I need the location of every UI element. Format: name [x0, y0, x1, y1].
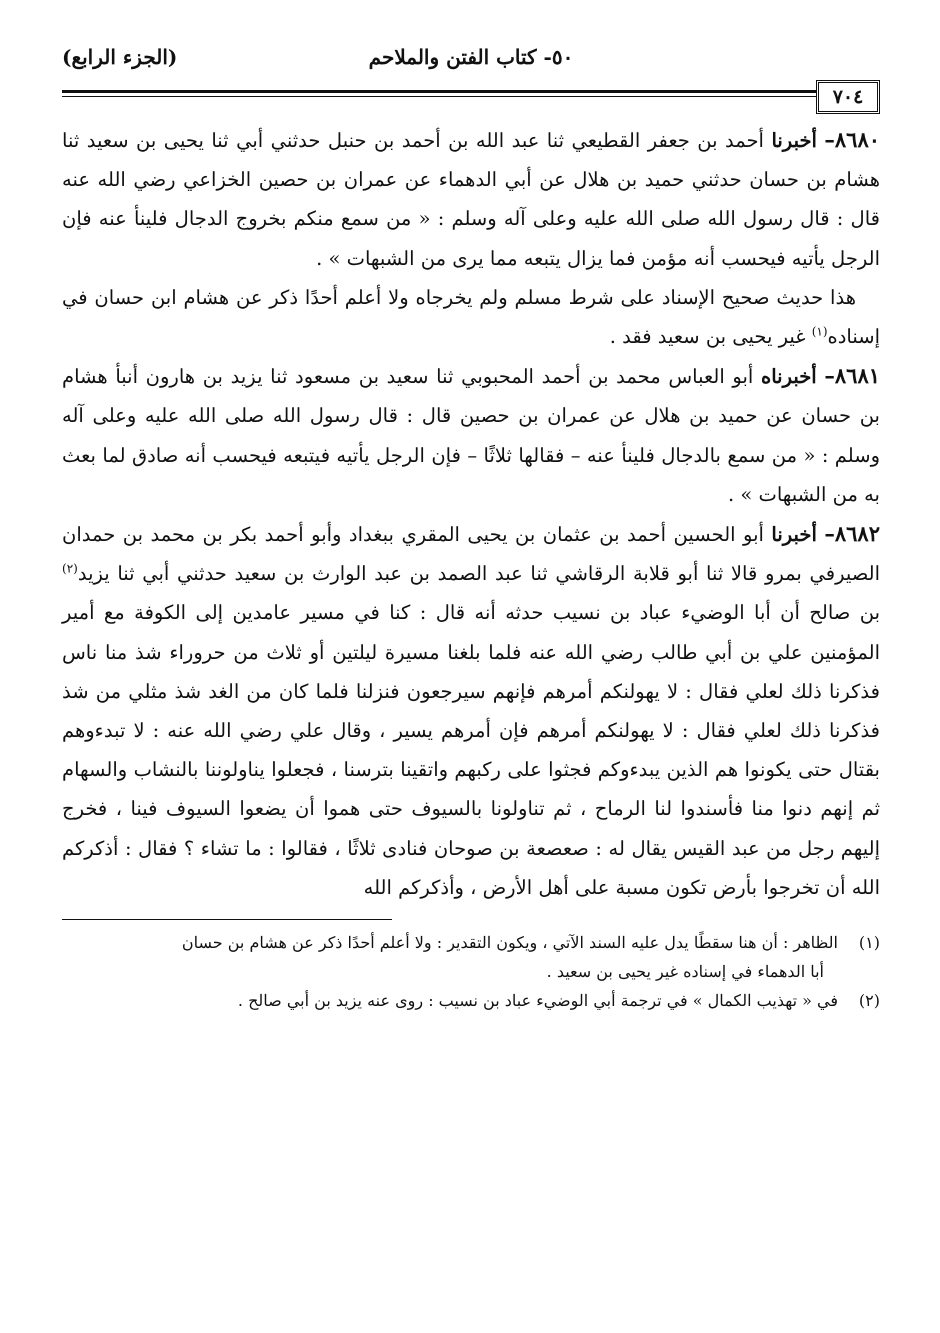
- hadith-keyword: أخبرنا: [771, 129, 817, 152]
- hadith-8681: [62, 356, 880, 514]
- hadith-8682: [62, 514, 880, 907]
- commentary-8680: [62, 278, 880, 356]
- footnote-1: [62, 928, 880, 986]
- footnote-ref-2[interactable]: (٢): [62, 561, 78, 576]
- footnote-separator: [62, 919, 392, 920]
- footnote-ref-1[interactable]: (١): [811, 324, 828, 339]
- book-title: ٥٠- كتاب الفتن والملاحم: [368, 45, 574, 69]
- hadith-number: ٨٦٨٠–: [824, 127, 881, 152]
- hadith-keyword: أخبرنا: [771, 523, 817, 547]
- header-rule-thick: [62, 90, 880, 93]
- volume-part: (الجزء الرابع): [62, 45, 178, 69]
- running-header: [62, 36, 880, 80]
- footnotes: [62, 928, 880, 1015]
- hadith-text: أبو العباس محمد بن أحمد المحبوبي ثنا سعيد بن مسعود ثنا يزيد بن هارون أنبأ هشام بن حسان عن حميد بن هلال عن عمران بن حصين قال : قال رسول الله صلى الله عليه وعلى آله وسلم : « من سمع بالدجال فلينأ عنه – فقالها ثلاثًا – فإن الرجل يأتيه فيتبعه فيحسب أنه صادق لما بعث به من الشبهات » .: [62, 365, 880, 506]
- main-text: [62, 120, 880, 907]
- hadith-number: ٨٦٨٢–: [824, 521, 880, 547]
- footnote-text-cont: أبا الدهماء في إسناده غير يحيى بن سعيد .: [546, 962, 824, 982]
- hadith-text: أحمد بن جعفر القطيعي ثنا عبد الله بن أحمد بن حنبل حدثني أبي ثنا يحيى بن سعيد ثنا هشام بن حسان حدثني حميد بن هلال عن أبي الدهماء عن عمران بن حصين الخزاعي رضي الله عنه قال : قال رسول الله صلى الله عليه وعلى آله وسلم : « من سمع منكم بخروج الدجال فلينأ عنه فإن الرجل يأتيه فيحسب أنه مؤمن فما يزال يتبعه مما يرى من الشبهات » .: [62, 129, 880, 270]
- header-rule: [62, 80, 880, 114]
- header-rule-thin: [62, 96, 880, 97]
- hadith-8680: [62, 120, 880, 278]
- hadith-keyword: أخبرناه: [761, 365, 817, 389]
- commentary-text: هذا حديث صحيح الإسناد على شرط مسلم ولم يخرجاه ولا أعلم أحدًا ذكر عن هشام ابن حسان في إسناده: [62, 285, 880, 349]
- commentary-text-end: غير يحيى بن سعيد فقد .: [609, 325, 806, 349]
- page-number: ٧٠٤: [816, 80, 880, 114]
- hadith-text: أبو الحسين أحمد بن عثمان بن يحيى المقري ببغداد وأبو أحمد بكر بن محمد بن حمدان الصيرفي بمرو قالا ثنا أبو قلابة الرقاشي ثنا عبد الصمد بن عبد الوارث بن سعيد حدثني أبي ثنا يزيد: [62, 523, 880, 586]
- footnote-text: الظاهر : أن هنا سقطًا يدل عليه السند الآتي ، ويكون التقدير : ولا أعلم أحدًا ذكر عن هشام بن حسان: [181, 933, 838, 953]
- footnote-text: في « تهذيب الكمال » في ترجمة أبي الوضيء عباد بن نسيب : روى عنه يزيد بن أبي صالح .: [237, 991, 838, 1011]
- book-page: [62, 36, 880, 1306]
- hadith-text-cont: بن صالح أن أبا الوضيء عباد بن نسيب حدثه أنه قال : كنا في مسير عامدين إلى الكوفة مع أمير المؤمنين علي بن أبي طالب رضي الله عنه فلما بلغنا مسيرة ليلتين أو ثلاث من حروراء شذ منا ناس فذكرنا ذلك لعلي فقال : لا يهولنكم أمرهم فإنهم سيرجعون فنزلنا فلما كان من الغد شذ مثلي من شذ فذكرنا ذلك لعلي فقال : لا يهولنكم أمرهم فإن أمرهم يسير ، وقال علي رضي الله عنه : لا تبدءوهم بقتال حتى يكونوا هم الذين يبدءوكم فجثوا على ركبهم واتقينا بترسنا ، فجعلوا يناولوننا بالنشاب والسهام ثم إنهم دنوا منا فأسندوا لنا الرماح ، ثم تناولونا بالسيوف حتى هموا أن يضعوا السيوف فينا ، فخرج إليهم رجل من عبد القيس يقال له : صعصعة بن صوحان فنادى ثلاثًا ، فقالوا : ما تشاء ؟ فقال : أذكركم الله أن تخرجوا بأرض تكون مسبة على أهل الأرض ، وأذكركم الله: [62, 601, 880, 899]
- footnote-number: (١): [858, 933, 880, 953]
- footnote-2: [62, 986, 880, 1015]
- footnote-number: (٢): [858, 991, 880, 1011]
- hadith-number: ٨٦٨١–: [824, 363, 881, 389]
